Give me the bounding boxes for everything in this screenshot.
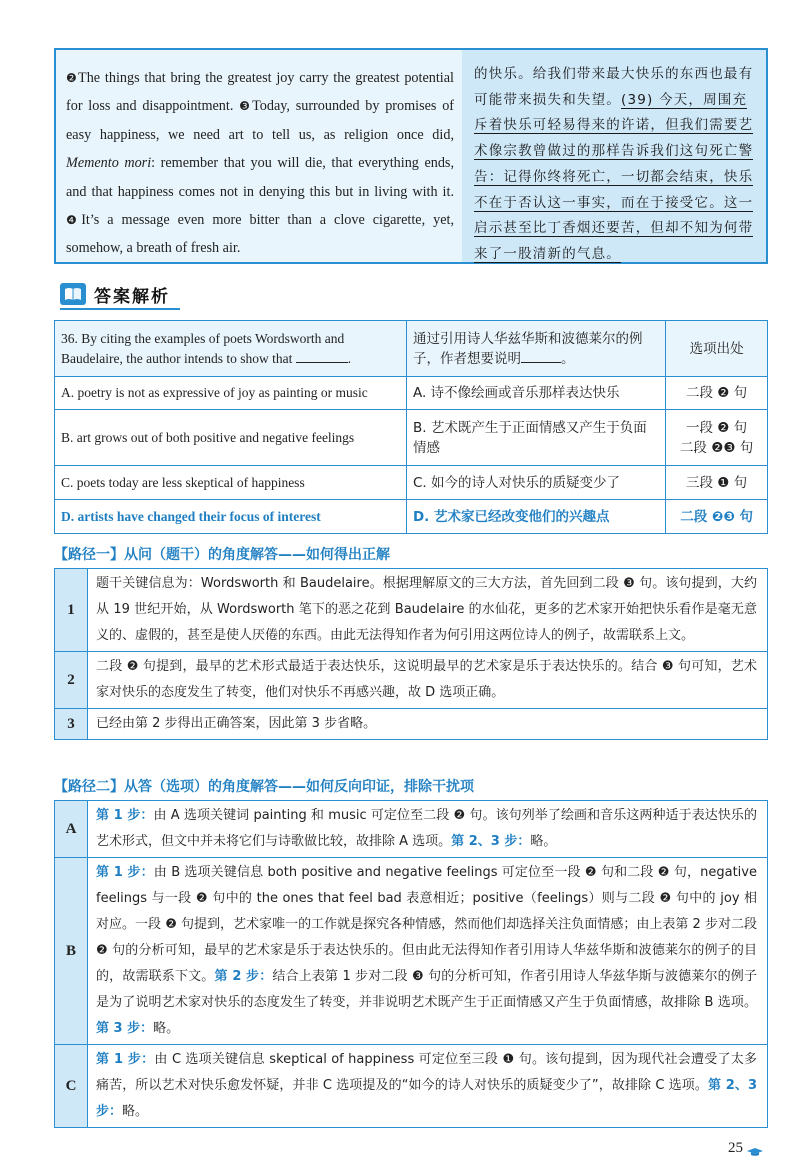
- step-number: 3: [55, 709, 88, 740]
- question-table: [54, 320, 768, 534]
- source-header: 选项出处: [666, 321, 768, 377]
- passage-chinese: [462, 50, 766, 262]
- step-text: 题干关键信息为：Wordsworth 和 Baudelaire。根据理解原文的三大方法，首先回到二段 ❸ 句。该句提到，大约从 19 世纪开始，从 Wordsworth 笔下的恶之花到 Baudelaire 的水仙花，更多的艺术家开始把快乐看作是毫无意义的、虚假的，甚至是使人厌倦的东西。由此无法得知作者为何引用这两位诗人的例子，故需联系上文。: [88, 569, 768, 652]
- option-letter: A: [55, 801, 88, 858]
- step-number: 1: [55, 569, 88, 652]
- sentence-marker: ❷: [66, 71, 79, 85]
- step-row: [55, 569, 768, 652]
- option-source: 二段 ❷❸ 句: [666, 500, 768, 534]
- option-row: [55, 466, 768, 500]
- section-rule: [60, 308, 180, 310]
- passage-sentence: The things that bring the greatest joy carry the greatest potential for loss and disappointment.: [66, 70, 454, 115]
- section-header: [60, 280, 170, 308]
- path1-title: 【路径一】从问（题干）的角度解答——如何得出正解: [54, 547, 390, 563]
- path1-steps-table: [54, 568, 768, 740]
- option-zh: D. 艺术家已经改变他们的兴趣点: [406, 500, 665, 534]
- passage-sentence: : remember that you will die, that everything ends, and that happiness comes not in denying this but in living with it.: [66, 155, 454, 200]
- option-zh: C. 如今的诗人对快乐的质疑变少了: [406, 466, 665, 500]
- question-stem-row: [55, 321, 768, 377]
- passage-sentence: Today, surrounded by promises of easy happiness, we need art to tell us, as religion once did,: [66, 98, 455, 143]
- option-analysis: 第 1 步：由 B 选项关键信息 both positive and negative feelings 可定位至一段 ❷ 句和二段 ❷ 句，negative feelings 与一段 ❷ 句中的 the ones that feel bad 表意相近；positive（feelings）则与二段 ❷ 句中的 joy 相对应。一段 ❷ 句提到，艺术家唯一的工作就是探究各种情感，然而他们却选择关注负面情感；由上表第 2 步对二段 ❷ 句的分析可知，最早的艺术家是乐于表达快乐的。但由此无法得知作者引用诗人华兹华斯和波德莱尔的例子的目的，故需联系下文。第 2 步：结合上表第 1 步对二段 ❸ 句的分析可知，作者引用诗人华兹华斯与波德莱尔的例子是为了说明艺术家对快乐的态度发生了转变，并非说明艺术既产生于正面情感又产生于负面情感，故排除 B 选项。第 3 步：略。: [88, 858, 768, 1045]
- option-zh: B. 艺术既产生于正面情感又产生于负面情感: [406, 410, 665, 466]
- option-source: 三段 ❶ 句: [666, 466, 768, 500]
- option-source: 二段 ❷ 句: [666, 377, 768, 410]
- step-row: [55, 652, 768, 709]
- passage-box: [54, 48, 768, 264]
- option-analysis-row: [55, 801, 768, 858]
- option-analysis: 第 1 步：由 C 选项关键信息 skeptical of happiness 可定位至三段 ❶ 句。该句提到，因为现代社会遭受了太多痛苦，所以艺术对快乐愈发怀疑，并非 C 选项提及的“如今的诗人对快乐的质疑变少了”，故排除 C 选项。第 2、3 步：略。: [88, 1045, 768, 1128]
- option-en: D. artists have changed their focus of interest: [55, 500, 407, 534]
- question-stem-zh: 通过引用诗人华兹华斯和波德莱尔的例子，作者想要说明 。: [406, 321, 665, 377]
- option-row: [55, 410, 768, 466]
- passage-sentence: It’s a message even more bitter than a clove cigarette, yet, somehow, a breath of fresh air.: [66, 212, 454, 257]
- step-number: 2: [55, 652, 88, 709]
- section-title: 答案解析: [94, 286, 170, 307]
- option-analysis-row: [55, 1045, 768, 1128]
- passage-italic-phrase: Memento mori: [66, 155, 152, 172]
- book-icon: [60, 283, 86, 305]
- option-letter: B: [55, 858, 88, 1045]
- sentence-marker: ❹: [66, 213, 82, 228]
- step-row: [55, 709, 768, 740]
- option-letter: C: [55, 1045, 88, 1128]
- passage-translation: 的快乐。给我们带来最大快乐的东西也最有可能带来损失和失望。: [474, 66, 754, 108]
- option-en: B. art grows out of both positive and negative feelings: [55, 410, 407, 466]
- option-en: A. poetry is not as expressive of joy as painting or music: [55, 377, 407, 410]
- option-source: 一段 ❷ 句 二段 ❷❸ 句: [666, 410, 768, 466]
- option-analysis-row: [55, 858, 768, 1045]
- sentence-marker: ❸: [239, 99, 253, 114]
- option-analysis: 第 1 步：由 A 选项关键词 painting 和 music 可定位至二段 ❷ 句。该句列举了绘画和音乐这两种适于表达快乐的艺术形式，但文中并未将它们与诗歌做比较，故排除 A 选项。第 2、3 步：略。: [88, 801, 768, 858]
- passage-english: [56, 50, 462, 262]
- option-zh: A. 诗不像绘画或音乐那样表达快乐: [406, 377, 665, 410]
- option-row: [55, 377, 768, 410]
- step-text: 已经由第 2 步得出正确答案，因此第 3 步省略。: [88, 709, 768, 740]
- graduation-cap-icon: [747, 1148, 763, 1156]
- step-text: 二段 ❷ 句提到，最早的艺术形式最适于表达快乐，这说明最早的艺术家是乐于表达快乐的。结合 ❸ 句可知，艺术家对快乐的态度发生了转变，他们对快乐不再感兴趣，故 D 选项正确。: [88, 652, 768, 709]
- passage-translation-underlined: (39) 今天，周围充斥着快乐可轻易得来的许诺，但我们需要艺术像宗教曾做过的那样告诉我们这句死亡警告：记得你终将死亡，一切都会结束，快乐不在于否认这一事实，而在于接受它。这一启示甚至比丁香烟还要苦，但却不知为何带来了一股清新的气息。: [474, 91, 754, 262]
- path2-options-table: [54, 800, 768, 1128]
- path2-title: 【路径二】从答（选项）的角度解答——如何反向印证，排除干扰项: [54, 779, 474, 795]
- page-number: 25: [728, 1140, 743, 1156]
- question-stem-en: 36. By citing the examples of poets Wordsworth and Baudelaire, the author intends to show that .: [55, 321, 407, 377]
- option-en: C. poets today are less skeptical of happiness: [55, 466, 407, 500]
- correct-option-row: [55, 500, 768, 534]
